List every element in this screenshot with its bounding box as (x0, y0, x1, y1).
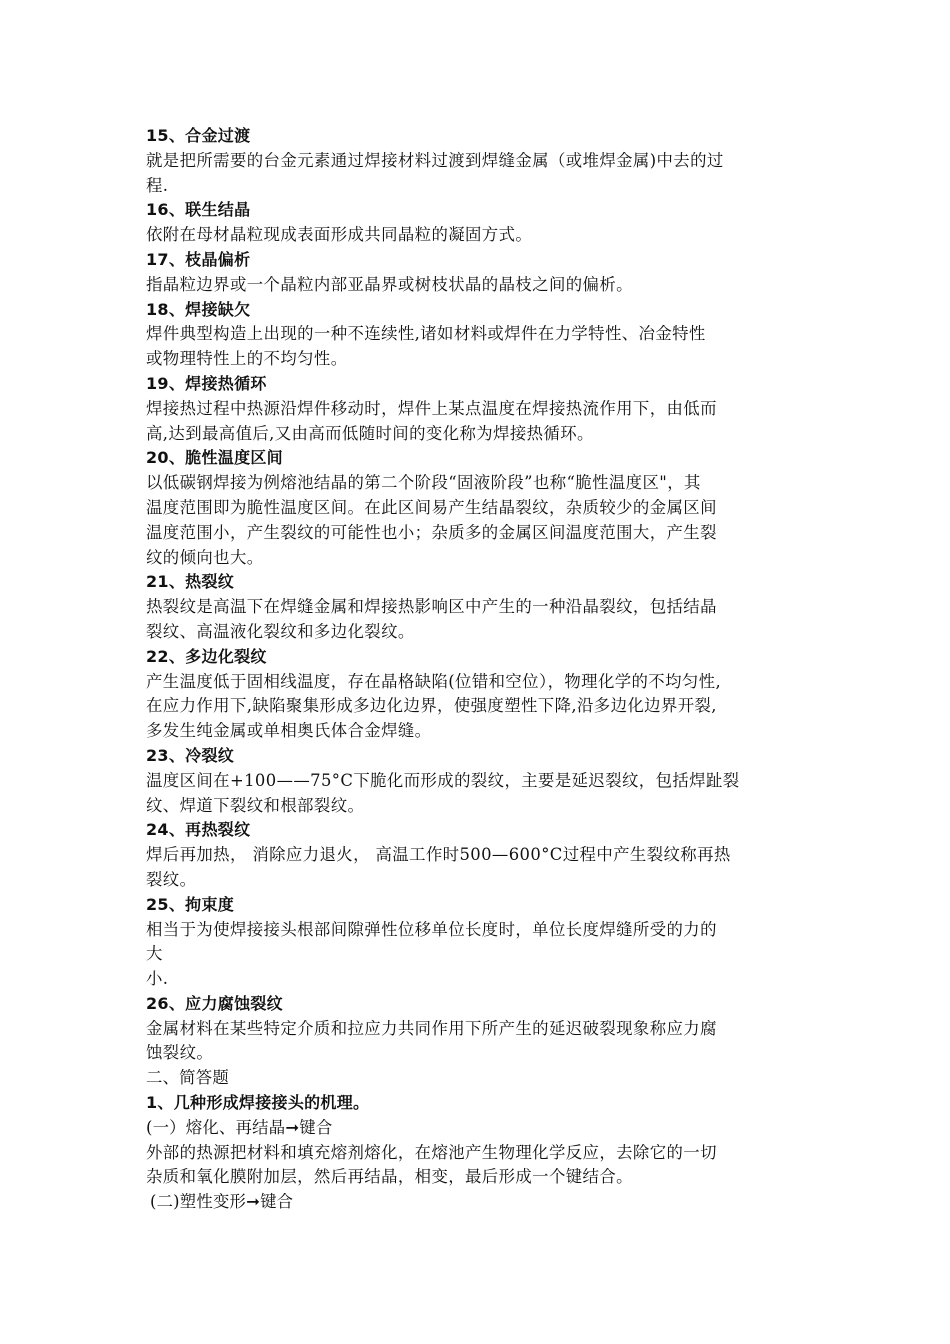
body-text-line: 小. (146, 969, 169, 989)
body-text-line: 焊件典型构造上出现的一种不连续性,诸如材料或焊件在力学特性、冶金特性 (146, 324, 706, 344)
body-text-line: 以低碳钢焊接为例熔池结晶的第二个阶段“固液阶段”也称“脆性温度区"，其 (146, 473, 701, 493)
body-text-line: 焊后再加热， 消除应力退火， 高温工作时500—600°C过程中产生裂纹称再热 (146, 845, 731, 865)
body-text-line: 温度范围即为脆性温度区间。在此区间易产生结晶裂纹，杂质较少的金属区间 (146, 497, 717, 517)
body-text-line: 在应力作用下,缺陷聚集形成多边化边界，使强度塑性下降,沿多边化边界开裂, (146, 696, 717, 716)
body-text-line: 蚀裂纹。 (146, 1043, 214, 1063)
body-text-line: 高,达到最高值后,又由高而低随时间的变化称为焊接热循环。 (146, 423, 594, 443)
body-text-line: 纹、焊道下裂纹和根部裂纹。 (146, 795, 365, 815)
term-heading: 1、几种形成焊接接头的机理。 (146, 1093, 370, 1113)
body-text-line: 大 (146, 944, 163, 964)
term-heading: 17、枝晶偏析 (146, 249, 251, 269)
body-text-line: 或物理特性上的不均匀性。 (146, 349, 348, 369)
body-text-line: 相当于为使焊接接头根部间隙弹性位移单位长度时，单位长度焊缝所受的力的 (146, 919, 717, 939)
term-heading: 22、多边化裂纹 (146, 646, 267, 666)
document-body (146, 124, 818, 1215)
body-text-line: 多发生纯金属或单相奥氏体合金焊缝。 (146, 721, 432, 741)
term-heading: 15、合金过渡 (146, 126, 251, 145)
body-text-line: 程. (146, 175, 169, 195)
body-text-line: 依附在母材晶粒现成表面形成共同晶粒的凝固方式。 (146, 225, 533, 245)
term-heading: 21、热裂纹 (146, 572, 235, 592)
section-label: (二)塑性变形➞键合 (150, 1192, 294, 1212)
body-text-line: 外部的热源把材料和填充熔剂熔化，在熔池产生物理化学反应，去除它的一切 (146, 1142, 717, 1162)
term-heading: 18、焊接缺欠 (146, 299, 251, 319)
body-text-line: 热裂纹是高温下在焊缝金属和焊接热影响区中产生的一种沿晶裂纹，包括结晶 (146, 597, 717, 617)
body-text-line: 指晶粒边界或一个晶粒内部亚晶界或树枝状晶的晶枝之间的偏析。 (146, 274, 633, 294)
term-heading: 19、焊接热循环 (146, 373, 267, 393)
body-text-line: 金属材料在某些特定介质和拉应力共同作用下所产生的延迟破裂现象称应力腐 (146, 1018, 717, 1038)
body-text-line: 裂纹。 (146, 869, 197, 889)
body-text-line: 就是把所需要的台金元素通过焊接材料过渡到焊缝金属（或堆焊金属)中去的过 (146, 150, 724, 170)
term-heading: 26、应力腐蚀裂纹 (146, 993, 283, 1013)
section-label: 二、简答题 (146, 1068, 229, 1088)
body-text-line: 杂质和氧化膜附加层，然后再结晶，相变，最后形成一个键结合。 (146, 1167, 633, 1187)
body-text-line: 裂纹、高温液化裂纹和多边化裂纹。 (146, 621, 415, 641)
body-text-line: 温度范围小，产生裂纹的可能性也小；杂质多的金属区间温度范围大，产生裂 (146, 522, 717, 542)
term-heading: 25、拘束度 (146, 894, 235, 914)
body-text-line: 产生温度低于固相线温度，存在晶格缺陷(位错和空位），物理化学的不均匀性, (146, 671, 722, 691)
body-text-line: 焊接热过程中热源沿焊件移动时，焊件上某点温度在焊接热流作用下，由低而 (146, 398, 717, 418)
term-heading: 24、再热裂纹 (146, 820, 251, 840)
term-heading: 23、冷裂纹 (146, 745, 235, 765)
section-label: (一）熔化、再结晶➞键合 (146, 1117, 333, 1137)
body-text-line: 温度区间在+100——75°C下脆化而形成的裂纹，主要是延迟裂纹，包括焊趾裂 (146, 770, 740, 790)
term-heading: 20、脆性温度区间 (146, 448, 283, 468)
term-heading: 16、联生结晶 (146, 200, 251, 220)
body-text-line: 纹的倾向也大。 (146, 547, 264, 567)
